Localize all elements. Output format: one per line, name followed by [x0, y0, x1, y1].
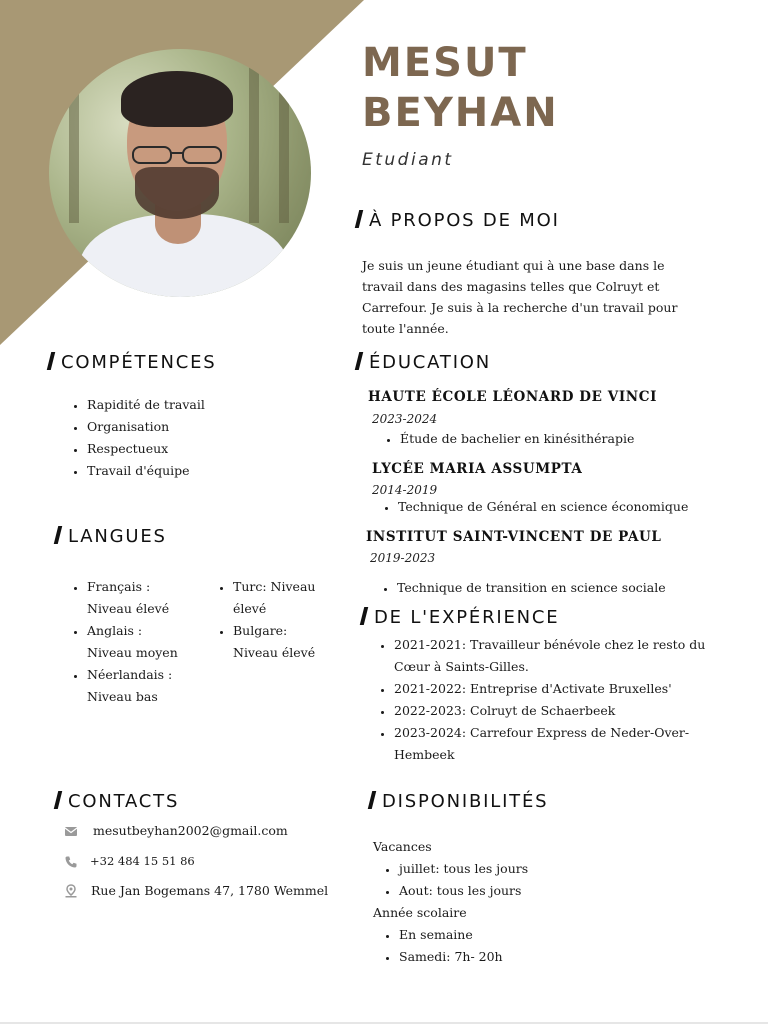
school-details	[378, 496, 688, 518]
availability-heading-text: DISPONIBILITÉS	[382, 791, 549, 812]
heading-bar	[54, 526, 62, 544]
heading-bar	[355, 210, 363, 228]
skill-item: • Rapidité de travail	[87, 394, 205, 416]
experience-item: • 2022-2023: Colruyt de Schaerbeek	[394, 700, 705, 722]
languages-list-col2	[213, 576, 315, 664]
experience-heading	[362, 607, 559, 628]
heading-bar	[368, 791, 376, 809]
language-item: • Néerlandais : Niveau bas	[87, 664, 178, 708]
school-detail: • Technique de Général en science économique	[398, 496, 688, 518]
language-item: • Bulgare: Niveau élevé	[233, 620, 315, 664]
vacation-item: • Aout: tous les jours	[399, 880, 528, 902]
heading-bar	[360, 607, 368, 625]
about-heading-text: À PROPOS DE MOI	[369, 210, 560, 231]
school-year-list	[373, 924, 528, 968]
school-details	[377, 577, 666, 599]
school-years: 2023-2024	[372, 412, 438, 426]
school-detail: • Étude de bachelier en kinésithérapie	[400, 428, 634, 450]
experience-item: • 2023-2024: Carrefour Express de Neder-Over- Hembeek	[394, 722, 705, 766]
school-name: HAUTE ÉCOLE LÉONARD DE VINCI	[368, 389, 657, 405]
skill-item: • Travail d'équipe	[87, 460, 205, 482]
about-line: Carrefour. Je suis à la recherche d'un travail pour	[362, 300, 678, 315]
experience-heading-text: DE L'EXPÉRIENCE	[374, 607, 560, 628]
contacts-heading-text: CONTACTS	[68, 791, 180, 812]
email-text[interactable]: mesutbeyhan2002@gmail.com	[93, 823, 288, 838]
languages-heading	[56, 526, 167, 547]
skills-heading-text: COMPÉTENCES	[61, 352, 217, 373]
school-year-item: • Samedi: 7h- 20h	[399, 946, 528, 968]
vacation-item: • juillet: tous les jours	[399, 858, 528, 880]
name-last: BEYHAN	[362, 90, 559, 136]
phone-icon	[64, 855, 78, 869]
school-year-label: Année scolaire	[373, 905, 467, 920]
location-pin-icon	[64, 884, 78, 898]
about-line: toute l'année.	[362, 321, 449, 336]
contacts-heading	[56, 791, 179, 812]
experience-item: • 2021-2022: Entreprise d'Activate Bruxelles'	[394, 678, 705, 700]
about-line: Je suis un jeune étudiant qui à une base dans le	[362, 258, 665, 273]
experience-list	[374, 634, 705, 766]
about-heading	[357, 210, 560, 231]
phone-text[interactable]: +32 484 15 51 86	[90, 854, 195, 868]
language-item: • Français : Niveau élevé	[87, 576, 178, 620]
school-year-item: • En semaine	[399, 924, 528, 946]
envelope-icon	[64, 824, 78, 838]
education-heading-text: ÉDUCATION	[369, 352, 492, 373]
school-details	[380, 428, 634, 450]
language-item: • Anglais : Niveau moyen	[87, 620, 178, 664]
profile-photo	[49, 49, 311, 297]
candidate-name	[362, 38, 559, 138]
school-years: 2019-2023	[370, 551, 436, 565]
availability-heading	[370, 791, 548, 812]
address-text: Rue Jan Bogemans 47, 1780 Wemmel	[91, 883, 329, 898]
vacation-list	[373, 858, 528, 902]
skills-heading	[49, 352, 217, 373]
school-name: LYCÉE MARIA ASSUMPTA	[372, 461, 583, 477]
school-years: 2014-2019	[372, 483, 438, 497]
education-heading	[357, 352, 491, 373]
heading-bar	[47, 352, 55, 370]
languages-heading-text: LANGUES	[68, 526, 167, 547]
languages-list-col1	[67, 576, 178, 708]
skill-item: • Organisation	[87, 416, 205, 438]
skills-list	[67, 394, 205, 482]
heading-bar	[54, 791, 62, 809]
school-detail: • Technique de transition en science sociale	[397, 577, 666, 599]
experience-item: • 2021-2021: Travailleur bénévole chez le resto du Cœur à Saints-Gilles.	[394, 634, 705, 678]
language-item: • Turc: Niveau élevé	[233, 576, 315, 620]
name-first: MESUT	[362, 40, 528, 86]
heading-bar	[355, 352, 363, 370]
vacation-label: Vacances	[373, 839, 432, 854]
availability-block	[373, 836, 528, 968]
about-line: travail dans des magasins telles que Colruyt et	[362, 279, 660, 294]
skill-item: • Respectueux	[87, 438, 205, 460]
job-title: Etudiant	[362, 150, 454, 170]
about-text	[362, 255, 677, 339]
school-name: INSTITUT SAINT-VINCENT DE PAUL	[366, 529, 662, 545]
